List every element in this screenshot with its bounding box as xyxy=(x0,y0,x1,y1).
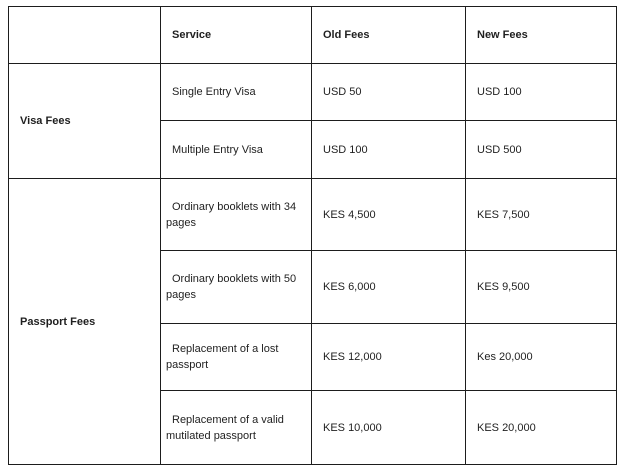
fees-table xyxy=(8,6,617,465)
header-row xyxy=(9,7,617,64)
service-cell: Ordinary booklets with 34 pages xyxy=(161,179,312,251)
header-cell-old-fees: Old Fees xyxy=(312,7,466,64)
old-fee-cell: KES 4,500 xyxy=(312,179,466,251)
old-fee-cell: KES 12,000 xyxy=(312,324,466,391)
old-fee-cell: USD 50 xyxy=(312,64,466,121)
old-fee-cell: KES 10,000 xyxy=(312,391,466,465)
service-cell: Ordinary booklets with 50 pages xyxy=(161,251,312,324)
old-fee-cell: USD 100 xyxy=(312,121,466,179)
header-cell-service: Service xyxy=(161,7,312,64)
header-cell-new-fees: New Fees xyxy=(466,7,617,64)
new-fee-cell: USD 100 xyxy=(466,64,617,121)
new-fee-cell: Kes 20,000 xyxy=(466,324,617,391)
service-cell: Single Entry Visa xyxy=(161,64,312,121)
service-cell: Multiple Entry Visa xyxy=(161,121,312,179)
category-cell-visa-fees: Visa Fees xyxy=(9,64,161,179)
old-fee-cell: KES 6,000 xyxy=(312,251,466,324)
header-cell-empty xyxy=(9,7,161,64)
new-fee-cell: KES 9,500 xyxy=(466,251,617,324)
category-cell-passport-fees: Passport Fees xyxy=(9,179,161,465)
service-cell: Replacement of a valid mutilated passport xyxy=(161,391,312,465)
new-fee-cell: KES 7,500 xyxy=(466,179,617,251)
new-fee-cell: USD 500 xyxy=(466,121,617,179)
table-row-ordinary-booklets-34 xyxy=(9,179,617,251)
table-row-single-entry-visa xyxy=(9,64,617,121)
service-cell: Replacement of a lost passport xyxy=(161,324,312,391)
new-fee-cell: KES 20,000 xyxy=(466,391,617,465)
